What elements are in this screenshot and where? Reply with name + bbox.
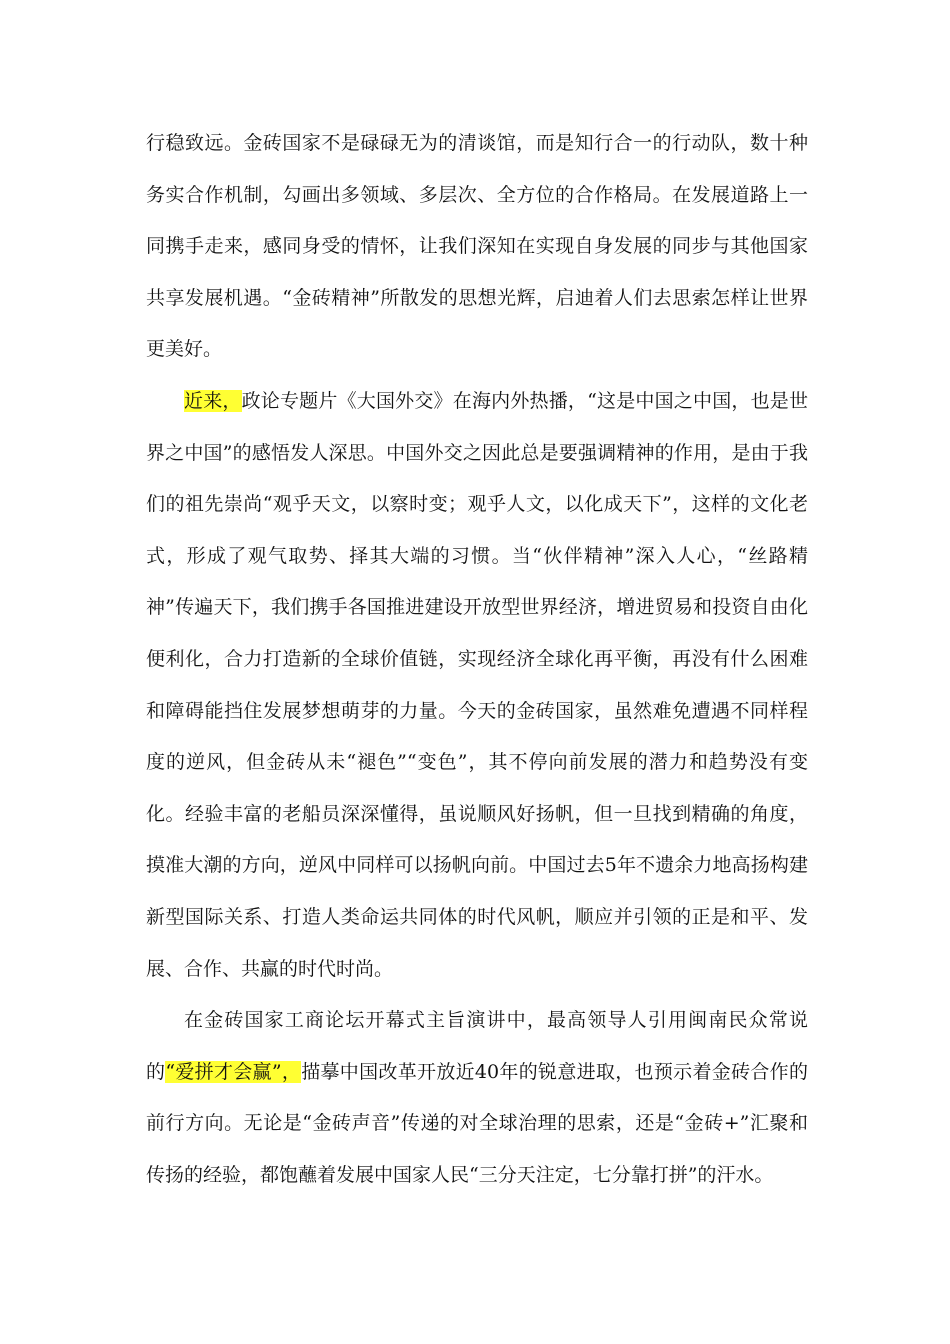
highlighted-phrase-aipin: “爱拼才会赢”， [165, 1060, 302, 1083]
paragraph-3-text-start: 在金砖国家工商论坛开幕式主旨演讲中，最高领导人引用闽南民众常说的 [146, 1009, 808, 1083]
paragraph-3-text-end: 描摹中国改革开放近40年的锐意进取，也预示着金砖合作的前行方向。无论是“金砖声音”传递的对全球治理的思索，还是“金砖+”汇聚和传扬的经验，都饱蘸着发展中国家人民“三分天注定，七分靠打拼”的汗水。 [146, 1060, 808, 1186]
document-body [146, 118, 808, 1201]
highlighted-phrase-recently: 近来， [184, 389, 242, 412]
paragraph-1 [146, 118, 808, 376]
paragraph-2 [146, 376, 808, 995]
paragraph-3 [146, 995, 808, 1201]
paragraph-1-text: 行稳致远。金砖国家不是碌碌无为的清谈馆，而是知行合一的行动队，数十种务实合作机制，勾画出多领域、多层次、全方位的合作格局。在发展道路上一同携手走来，感同身受的情怀，让我们深知在实现自身发展的同步与其他国家共享发展机遇。“金砖精神”所散发的思想光辉，启迪着人们去思索怎样让世界更美好。 [146, 132, 808, 361]
paragraph-2-text: 政论专题片《大国外交》在海内外热播，“这是中国之中国，也是世界之中国”的感悟发人深思。中国外交之因此总是要强调精神的作用，是由于我们的祖先崇尚“观乎天文，以察时变；观乎人文，以化成天下”，这样的文化老式，形成了观气取势、择其大端的习惯。当“伙伴精神”深入人心，“丝路精神”传遍天下，我们携手各国推进建设开放型世界经济，增进贸易和投资自由化便利化，合力打造新的全球价值链，实现经济全球化再平衡，再没有什么困难和障碍能挡住发展梦想萌芽的力量。今天的金砖国家，虽然难免遭遇不同样程度的逆风，但金砖从未“褪色”“变色”，其不停向前发展的潜力和趋势没有变化。经验丰富的老船员深深懂得，虽说顺风好扬帆，但一旦找到精确的角度，摸准大潮的方向，逆风中同样可以扬帆向前。中国过去5年不遗余力地高扬构建新型国际关系、打造人类命运共同体的时代风帆，顺应并引领的正是和平、发展、合作、共赢的时代时尚。 [146, 389, 808, 980]
